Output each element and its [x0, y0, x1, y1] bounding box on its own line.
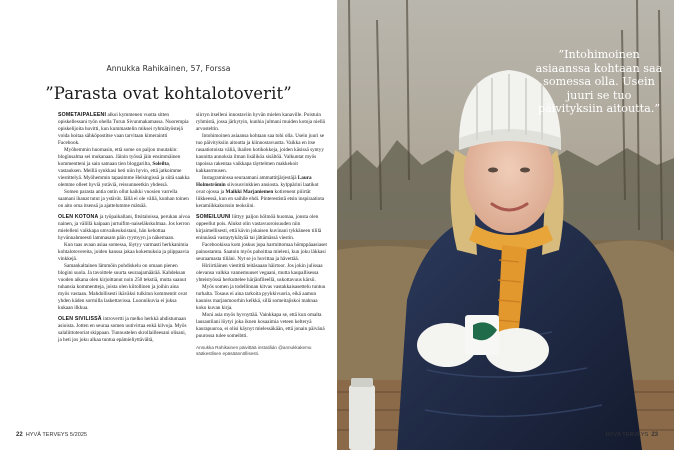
- paragraph-text: Myöhemmin huomasin, että some on paljon muutakin: bloginsalma sei mukanaan. Jäinin työssä jäin ensimmäinen kommentteni ja sain samaan tien bloggarilta,: [58, 147, 181, 167]
- page-number: 23: [651, 432, 658, 438]
- magazine-issue: HYVÄ TERVEYS 5/2025: [25, 432, 88, 438]
- article-column-1: [58, 112, 190, 344]
- kicker: SOMETAIPALEENI: [58, 112, 107, 118]
- kicker: OLEN KOTONA: [58, 214, 99, 220]
- paragraph: [58, 316, 190, 344]
- paragraph-text: introvertti ja melko herkkä ahdistumaan asioista. Jotten en seuraa somen uutivirtaa enkä kilvoja. Myös salaliittoteoriat skippaan. Tunnustelen skrollailleesani olisani, ja heti jos joku alkaa tuntua epämieliyttävältä,: [58, 316, 187, 343]
- paragraph: siirryn itselleni innostaviin hyvän mielen kanaville. Poistuin ryhmistä, jossa järkytyin, kunhia julmaní muiden kotoja niellä arvosteltin.: [196, 112, 325, 132]
- paragraph-text: ja työpaikallani, fitsitaloissa, perukan aivoa nainen, ja välillä kaipaan jurtuifim-naiseläkskulmaa. Jos kerron mielelleni vaikkapa umvaikeuksistani, hän kehottaa hyvännahmeesti lammasam päin ryymyyn ja näkemaan.: [58, 214, 190, 241]
- paragraph-text: Instagraminssa seuraamani ammattitjärjestäjä: [202, 175, 298, 181]
- paragraph: [196, 175, 328, 210]
- byline: Annukka Rahikainen, 57, Forssa: [106, 64, 231, 73]
- paragraph: [58, 112, 190, 147]
- paragraph: Hiriirtiäinen viestittä teitäsaaan häirtoor. Jos jokin julissaa olevansa valkka vannemuuset vegaani, mutta kaupallisessa yhteistyössä herkuttelee härjänfileellä, uskottavuus kärsii.: [196, 263, 323, 283]
- right-page: [337, 0, 674, 450]
- paragraph: Samankaltainen lämmöin pohdiskelu on omaan pienen blogini suola. Ja tavoittele suurta seuraajamäärää. Kahdeksan vuoden aikana olen kirjoittanut noin 250 tekstiä, mutta saanut tuhansia kommentteja, joista olen kiitollinen ja joihin aina myös vastaan. Mahdollisesti ikäväksi tulkitun kommentit ovat yhden käden sormilla laskettavissa. Luonnikuvia ei juksa kukaan ilkkua.: [58, 263, 187, 311]
- headline: ”Parasta ovat kohtalotoverit”: [45, 84, 292, 103]
- article-column-2: [196, 112, 328, 357]
- paragraph: [58, 147, 190, 189]
- highlight-name: Soleilta: [152, 161, 169, 167]
- folio-left: [16, 432, 87, 438]
- thermos: [349, 385, 375, 450]
- paragraph-text: liittyy paljon hölmöä huomaa, jonsta olen oppeellut pois. Alukst olin vastavuoroisuuden niin kirjaimellisesti, että kävin jokaisen kuvinani tykkäneen tililä eninnässä vastaytykätyää tai jättämässä viestin.: [196, 214, 322, 241]
- folio-right: [606, 432, 658, 438]
- magazine-name: HYVÄ TERVEYS: [605, 432, 649, 438]
- paragraph-text: siivousvinkkien ansiosta. kylppärini laatikot ovat ojossa ja: [196, 182, 319, 195]
- highlight-name: Laura Holmströmin: [196, 175, 312, 188]
- paragraph: Kun taas avaan asiaa somessa, löytyy varmasti herkkanimia kohtalotovereita, joiden kanssa jakaa kokemuksia ja piippaavia vinkkejä.: [58, 242, 189, 262]
- photo-caption: Annukka Rahikainen päivittää instatilián @annukkakemu sääkestlisen epäsäännöllisesti.: [196, 345, 312, 356]
- paragraph-text: kotirenent piiirtät liikkeessä, kun en saihlle ehdi. Pinterestistä etsin inspiraatiota keramiikkakurssin teoksiini.: [196, 189, 325, 209]
- paragraph: [58, 214, 190, 242]
- paragraph-text: , vastauksen. Meillä synkkasi heti niin hyvin, että jatkoimme viestittelyä. Myöhemmin tapasimme Helsingissä ja siitä saakka olemme olleet hyviä ystäviä, reissunneetkin yhdessä.: [58, 161, 190, 188]
- paragraph: Intohimoinen asiaansa kohtaan saa tohi olla. Usein juuri se tuo päivityksiin aitoutta ja kiinnostavuutta. Vaikka en itse rasaatiotoista väliä, ihailen kotikokkeja, joiden käsissä syntyy kaunitta annoksia ilman lisäliköa sisältöä. Valkuntat myös tapoissa rakentaa vaikkapa täyttelmen makkekoit kakkasrmusen.: [196, 133, 325, 174]
- kicker: OLEN SIVILISSÄ: [58, 316, 102, 322]
- paragraph: [196, 214, 328, 242]
- pull-quote: ”Intohimoinen asiaanssa kohtaan saa somessa olla. Usein juuri se tuo päivityksiin aitoutta.”: [535, 48, 663, 116]
- page-number: 22: [16, 432, 23, 438]
- paragraph: Myös somen ja todellinnan kitvas vastakkaisasettelu tuntuu turhalta. Tosaus ei aina tarkoita pyykkivuoria, eikä aamun kauniss marjanmoorhin kelkkä, sillä someitajiskoi mahnaa koko kuvan kirja.: [196, 284, 326, 311]
- paragraph: Facebookissa kom joskus jopa harmittomaa hömppäaasiaset painostamta. Saatoin myös pahoittaa mieleni, kun joku läkkasi seuraamasta tiliäni. Nyt se jo huvittaa ja hävettää.: [196, 242, 327, 262]
- paragraph: Moni asia myös hyvnyttää. Vainkkapa se, että kun omalta lausautilani löytyi joka iknen kosaaimia veteen kelteryä kaurapuuroa, ei olisi käynyt mielessäkään, että jonain päivänä puurossa tulee someibtti.: [196, 312, 325, 339]
- paragraph-text: alkoi kymmenen vuotta sitten opiskellessani työn ohella Turun Sivunmakamassa. Nuorempia opiskelijoita huvitti, kun kummastelin mikseí ryhmätyöstejä voida hoitaa sähköpostitse vaan tarvitaan kimeraintti Facebook.: [58, 112, 189, 146]
- kicker: SOMEILUUNI: [196, 214, 231, 220]
- highlight-name: Maikki Marjaniemen: [225, 189, 274, 195]
- paragraph: Somen parasta antia ontin ollut kaikki vuosien varrella saamani ihanat tutut ja ystävät. Iällä ei ole väliä, kunhan toinen on aito oma itsensä ja ajattelumme mätsää.: [58, 189, 189, 209]
